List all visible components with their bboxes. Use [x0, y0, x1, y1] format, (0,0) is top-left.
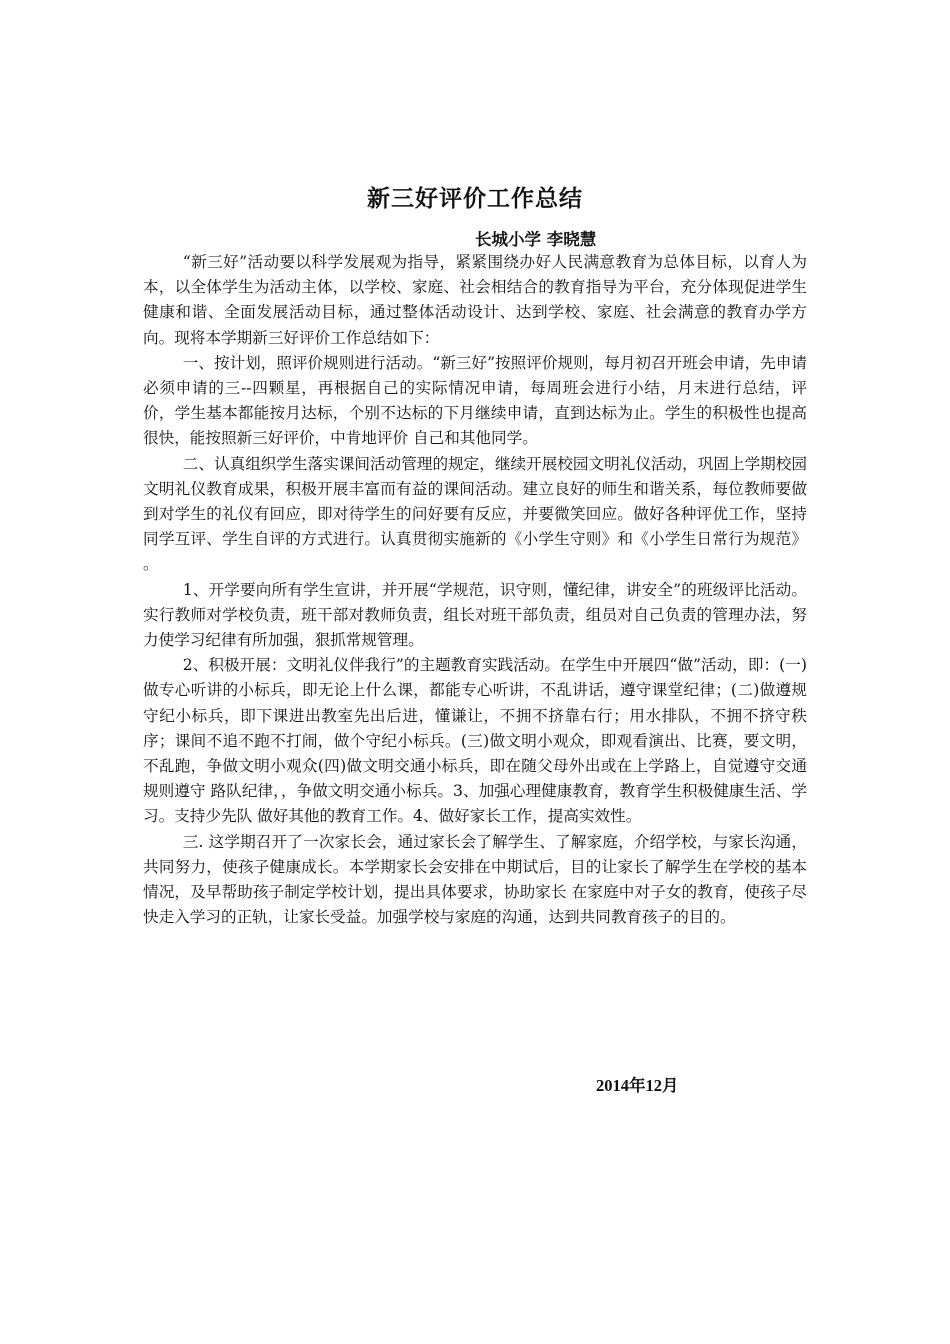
document-body	[143, 250, 807, 930]
paragraph-section-1: 一、按计划，照评价规则进行活动。“新三好”按照评价规则，每月初召开班会申请，先申请必须申请的三--四颗星，再根据自己的实际情况申请，每周班会进行小结，月末进行总结，评价，学生基本都能按月达标，个别不达标的下月继续申请，直到达标为止。学生的积极性也提高很快，能按照新三好评价，中肯地评价 自己和其他同学。	[143, 353, 807, 448]
author-line: 长城小学 李晓慧	[475, 230, 597, 249]
paragraph-item-2: 2、积极开展：文明礼仪伴我行”的主题教育实践活动。在学生中开展四“做”活动，即：(一)做专心听讲的小标兵，即无论上什么课，都能专心听讲，不乱讲话，遵守课堂纪律；(二)做遵规守纪小标兵，即下课进出教室先出后进，懂谦让，不拥不挤靠右行；用水排队，不拥不挤守秩序；课间不追不跑不打闹，做个守纪小标兵。(三)做文明小观众，即观看演出、比赛，要文明，不乱跑，争做文明小观众(四)做文明交通小标兵，即在随父母外出或在上学路上，自觉遵守交通规则遵守 路队纪律，，争做文明交通小标兵。3、加强心理健康教育，教育学生积极健康生活、学习。支持少先队 做好其他的教育工作。4、做好家长工作，提高实效性。	[143, 656, 807, 826]
paragraph-section-3: 三. 这学期召开了一次家长会，通过家长会了解学生、了解家庭，介绍学校，与家长沟通，共同努力，使孩子健康成长。本学期家长会安排在中期试后，目的让家长了解学生在学校的基本情况，及早帮助孩子制定学校计划，提出具体要求，协助家长 在家庭中对子女的教育，使孩子尽快走入学习的正轨，让家长受益。加强学校与家庭的沟通，达到共同教育孩子的目的。	[143, 832, 807, 927]
document-title: 新三好评价工作总结	[367, 186, 583, 212]
document-date: 2014年12月	[596, 1076, 679, 1095]
paragraph-section-2: 二、认真组织学生落实课间活动管理的规定，继续开展校园文明礼仪活动，巩固上学期校园文明礼仪教育成果，积极开展丰富而有益的课间活动。建立良好的师生和谐关系，每位教师要做到对学生的礼仪有回应，即对待学生的问好要有反应，并要微笑回应。做好各种评优工作，坚持同学互评、学生自评的方式进行。认真贯彻实施新的《小学生守则》和《小学生日常行为规范》 。	[143, 454, 807, 574]
paragraph-item-1: 1、开学要向所有学生宣讲，并开展“学规范，识守则，懂纪律，讲安全”的班级评比活动。实行教师对学校负责，班干部对教师负责，组长对班干部负责，组员对自己负责的管理办法，努力使学习纪律有所加强，狠抓常规管理。	[143, 580, 807, 650]
paragraph-intro: “新三好”活动要以科学发展观为指导，紧紧围绕办好人民满意教育为总体目标，以育人为本，以全体学生为活动主体，以学校、家庭、社会相结合的教育指导为平台，充分体现促进学生健康和谐、全面发展活动目标，通过整体活动设计、达到学校、家庭、社会满意的教育办学方向。现将本学期新三好评价工作总结如下：	[143, 253, 807, 347]
